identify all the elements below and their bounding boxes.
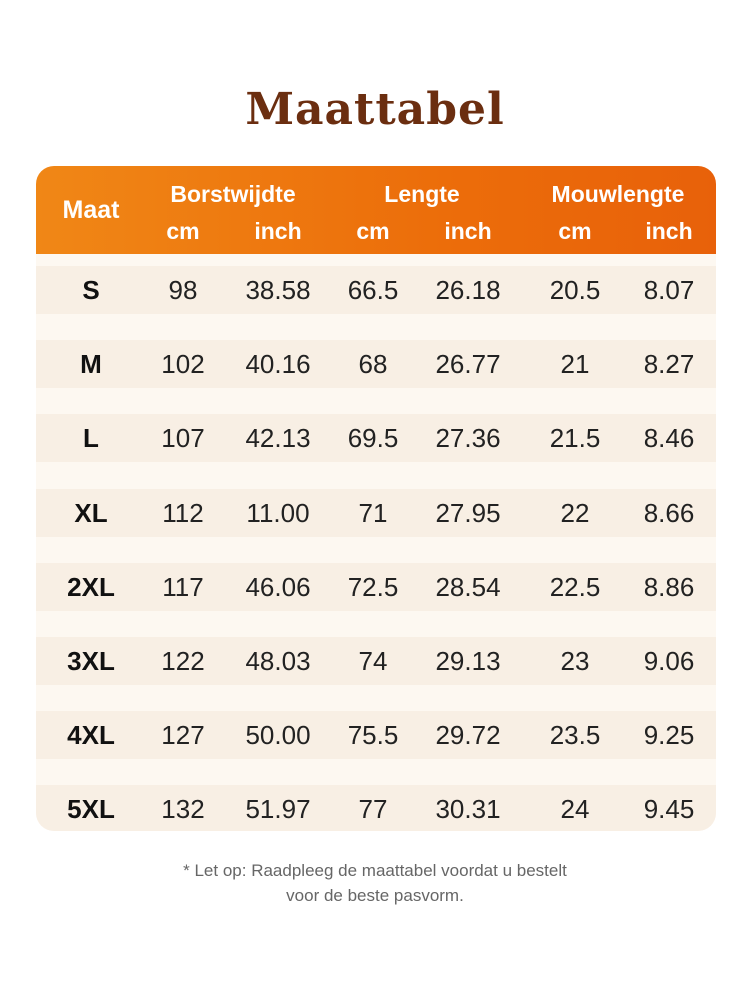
cell-chest-cm: 127 <box>161 720 205 751</box>
cell-size: 2XL <box>67 571 115 602</box>
cell-sleeve-inch: 9.06 <box>643 646 695 676</box>
cell-sleeve-inch: 8.66 <box>643 497 695 528</box>
cell-sleeve-cm: 20.5 <box>549 275 601 305</box>
header-unit-chest-cm: cm <box>166 218 200 244</box>
cell-length-inch: 29.13 <box>435 646 501 676</box>
page-title: Maattabel <box>245 84 505 135</box>
cell-chest-inch: 38.58 <box>245 275 311 305</box>
cell-chest-cm: 102 <box>161 349 205 380</box>
cell-chest-inch: 51.97 <box>245 794 311 825</box>
cell-length-inch: 27.95 <box>435 497 501 528</box>
cell-sleeve-inch: 8.07 <box>643 275 695 305</box>
cell-chest-inch: 40.16 <box>245 349 311 380</box>
cell-length-cm: 77 <box>358 794 388 825</box>
cell-chest-cm: 107 <box>161 423 205 454</box>
cell-length-inch: 26.18 <box>435 275 501 305</box>
cell-chest-cm: 98 <box>168 275 198 305</box>
cell-chest-inch: 11.00 <box>246 497 310 528</box>
size-table <box>36 166 716 831</box>
cell-size: XL <box>74 497 108 528</box>
header-size-label: Maat <box>62 196 120 224</box>
cell-size: 5XL <box>67 794 115 825</box>
cell-length-cm: 74 <box>358 646 388 676</box>
cell-sleeve-cm: 24 <box>560 794 590 825</box>
cell-sleeve-cm: 21 <box>560 349 590 380</box>
cell-length-cm: 75.5 <box>347 720 399 751</box>
cell-sleeve-cm: 23.5 <box>549 720 601 751</box>
cell-length-inch: 27.36 <box>435 423 501 454</box>
cell-sleeve-inch: 9.25 <box>643 720 695 751</box>
cell-size: 4XL <box>67 720 115 751</box>
cell-sleeve-inch: 9.45 <box>643 794 695 825</box>
header-group-length: Lengte <box>384 181 460 207</box>
cell-chest-inch: 46.06 <box>245 571 311 602</box>
cell-length-inch: 28.54 <box>435 571 501 602</box>
fit-note-line-1: * Let op: Raadpleeg de maattabel voordat u bestelt <box>183 861 567 880</box>
header-group-chest: Borstwijdte <box>170 181 296 207</box>
cell-sleeve-cm: 22.5 <box>549 571 601 602</box>
cell-size: L <box>83 423 99 454</box>
cell-sleeve-inch: 8.27 <box>643 349 695 380</box>
header-unit-sleeve-inch: inch <box>645 218 693 244</box>
cell-chest-cm: 112 <box>162 497 204 528</box>
cell-size: 3XL <box>67 646 115 676</box>
header-unit-sleeve-cm: cm <box>558 218 592 244</box>
cell-length-inch: 26.77 <box>435 349 501 380</box>
cell-chest-inch: 48.03 <box>245 646 311 676</box>
cell-chest-cm: 122 <box>161 646 205 676</box>
fit-note-line-2: voor de beste pasvorm. <box>286 886 464 905</box>
cell-sleeve-inch: 8.86 <box>643 571 695 602</box>
cell-chest-inch: 42.13 <box>245 423 311 454</box>
cell-length-cm: 68 <box>358 349 388 380</box>
cell-sleeve-cm: 23 <box>560 646 590 676</box>
fit-note <box>0 858 750 908</box>
header-unit-length-cm: cm <box>356 218 390 244</box>
header-unit-length-inch: inch <box>444 218 492 244</box>
cell-sleeve-inch: 8.46 <box>643 423 695 454</box>
cell-sleeve-cm: 21.5 <box>549 423 601 454</box>
cell-sleeve-cm: 22 <box>560 497 590 528</box>
cell-size: S <box>82 275 100 305</box>
cell-chest-cm: 132 <box>161 794 205 825</box>
cell-chest-cm: 117 <box>162 571 204 602</box>
cell-length-cm: 66.5 <box>347 275 399 305</box>
cell-length-inch: 30.31 <box>435 794 501 825</box>
header-unit-chest-inch: inch <box>254 218 302 244</box>
cell-length-cm: 72.5 <box>347 571 399 602</box>
cell-chest-inch: 50.00 <box>245 720 311 751</box>
cell-size: M <box>80 349 102 380</box>
cell-length-cm: 69.5 <box>347 423 399 454</box>
cell-length-inch: 29.72 <box>435 720 501 751</box>
cell-length-cm: 71 <box>358 497 388 528</box>
header-group-sleeve: Mouwlengte <box>551 181 685 207</box>
table-header <box>36 166 716 254</box>
